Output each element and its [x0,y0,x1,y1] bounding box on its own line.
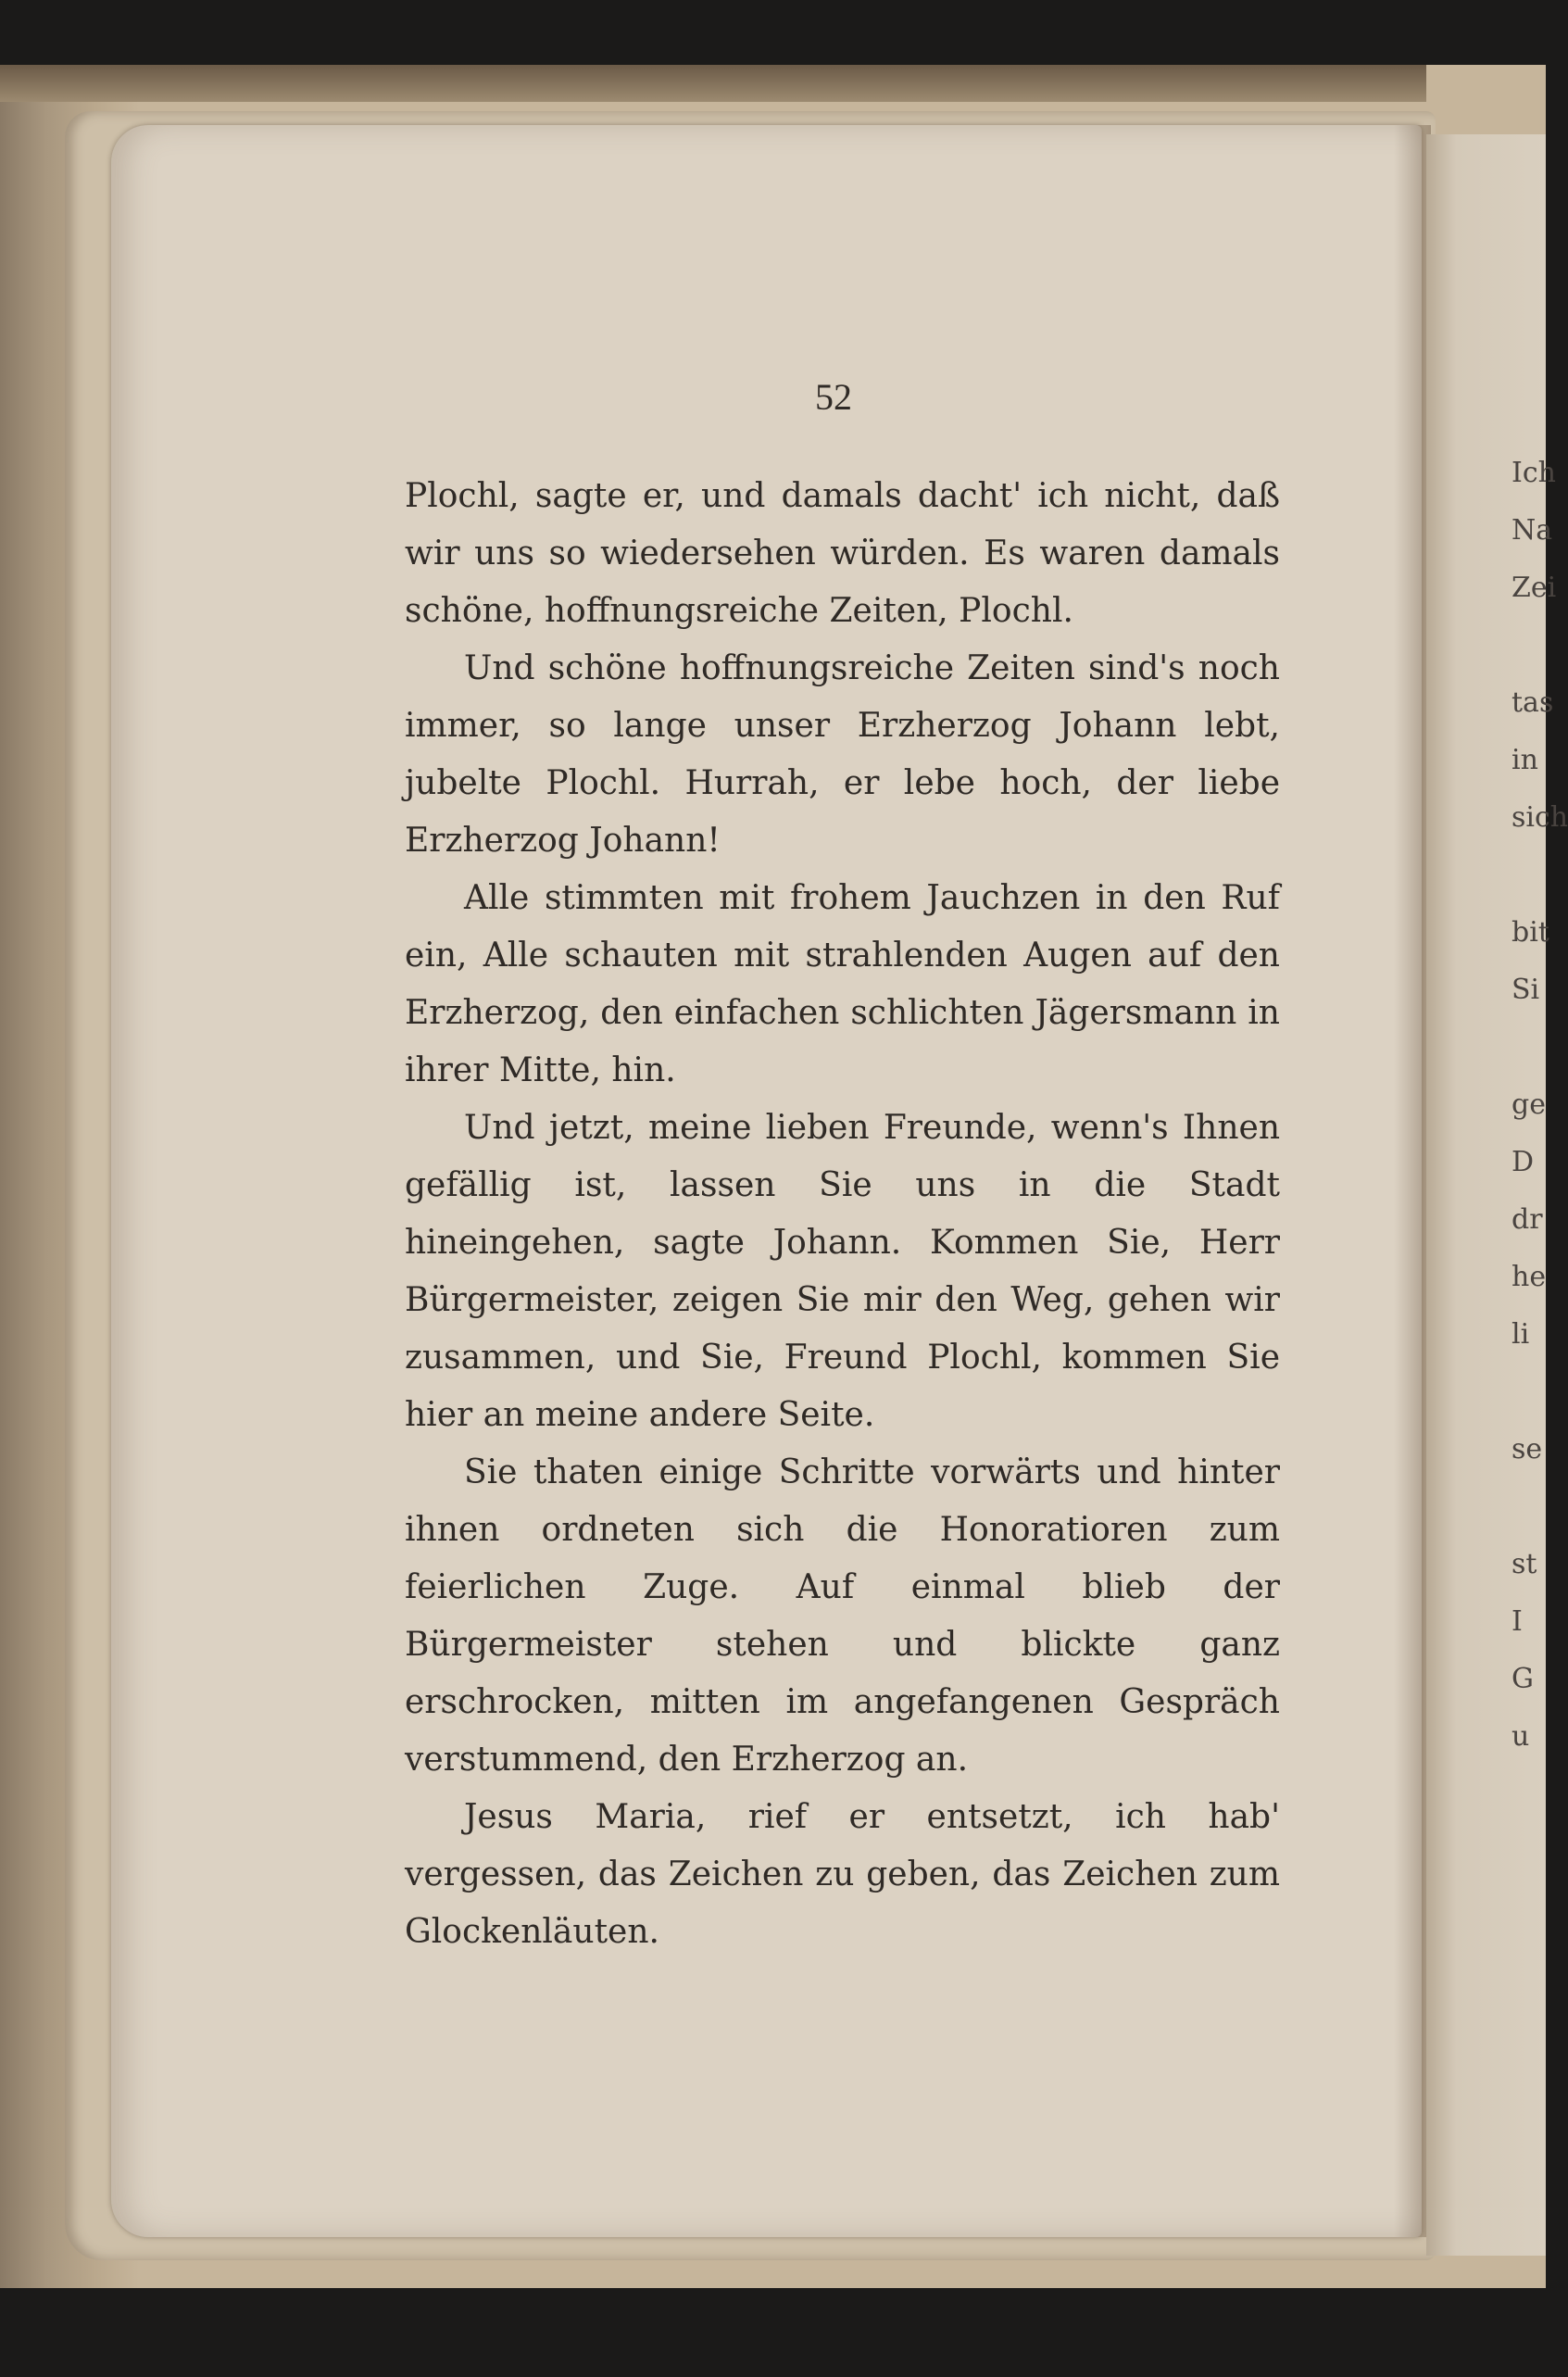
facing-page-fragment [1512,1478,1546,1536]
paragraph: Sie thaten einige Schritte vorwärts und hinter ihnen ordneten sich die Honoratioren zum feierlichen Zuge. Auf einmal blieb der Bürgermeister stehen und blickte ganz erschrocken, mitten im angefangenen Gespräch verstummend, den Erzherzog an. [405,1453,1280,1779]
facing-page-fragment: Zei [1512,572,1557,604]
facing-page-fragment: ge [1512,1088,1546,1121]
paragraph: Jesus Maria, rief er entsetzt, ich hab' vergessen, das Zeichen zu geben, das Zeichen zum Glockenläuten. [405,1798,1280,1951]
facing-page-fragment: se [1512,1433,1543,1465]
gutter-shadow [1394,125,1431,2237]
facing-page-fragment: li [1512,1318,1530,1351]
facing-page-fragment: I [1512,1605,1523,1638]
facing-page-fragment: dr [1512,1203,1543,1236]
facing-page-fragment: he [1512,1261,1547,1293]
paragraph: Plochl, sagte er, und damals dacht' ich nicht, daß wir uns so wiedersehen würden. Es waren damals schöne, hoffnungsreiche Zeiten, Plochl. [405,477,1280,630]
facing-page-fragment: D [1512,1146,1535,1178]
paragraph: Und schöne hoffnungsreiche Zeiten sind's noch immer, so lange unser Erzherzog Johann lebt, jubelte Plochl. Hurrah, er lebe hoch, der liebe Erzherzog Johann! [405,649,1280,860]
facing-page-fragment: Si [1512,974,1540,1006]
facing-page-fragment [1512,1019,1546,1076]
facing-page-fragment: st [1512,1548,1537,1580]
facing-page-fragment: tas [1512,686,1554,719]
facing-page-fragment: Ich [1512,457,1556,489]
facing-page-fragment [1512,1364,1546,1421]
binding-edge [0,65,1426,102]
facing-page-fragment: u [1512,1720,1530,1753]
facing-page-fragment: bit [1512,916,1549,949]
body-text [405,468,1280,1961]
paragraph: Alle stimmten mit frohem Jauchzen in den Ruf ein, Alle schauten mit strahlenden Augen auf den Erzherzog, den einfachen schlichten Jägersmann in ihrer Mitte, hin. [405,879,1280,1089]
page-number: 52 [815,376,852,418]
facing-page-fragment [1512,617,1546,674]
facing-page-fragment: G [1512,1663,1534,1695]
facing-page-fragment [1512,847,1546,904]
facing-page-fragment: sich [1512,801,1568,834]
facing-page-fragment: in [1512,744,1538,776]
facing-page-fragments [1512,445,1568,1766]
facing-page-fragment: Na [1512,514,1553,547]
paragraph: Und jetzt, meine lieben Freunde, wenn's Ihnen gefällig ist, lassen Sie uns in die Stadt hineingehen, sagte Johann. Kommen Sie, Herr Bürgermeister, zeigen Sie mir den Weg, gehen wir zusammen, und Sie, Freund Plochl, kommen Sie hier an meine andere Seite. [405,1109,1280,1434]
